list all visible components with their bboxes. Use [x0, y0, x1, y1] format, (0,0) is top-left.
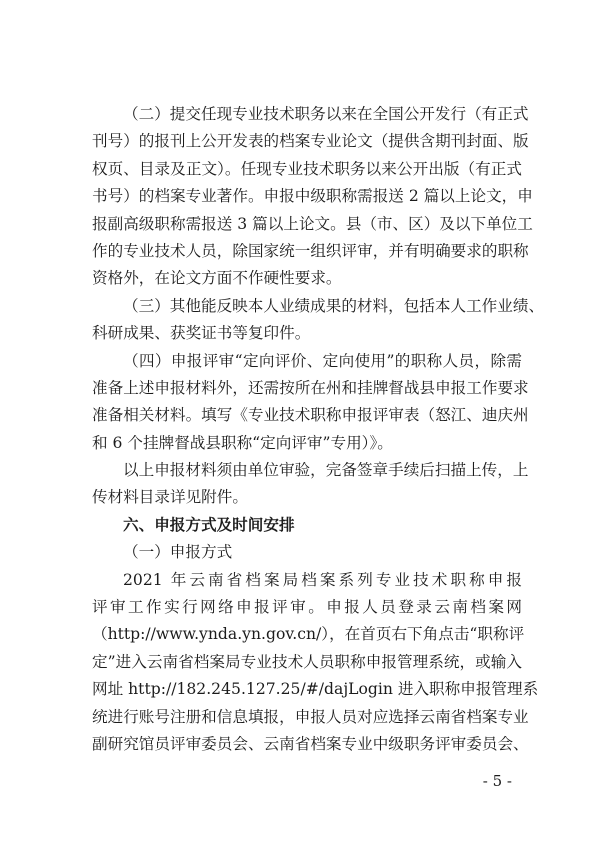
paragraph-line: 刊号）的报刊上公开发表的档案专业论文（提供含期刊封面、版	[92, 132, 529, 151]
paragraph-line: 作的专业技术人员，除国家统一组织评审，并有明确要求的职称	[92, 241, 529, 260]
paragraph-line: 传材料目录详见附件。	[92, 488, 248, 507]
paragraph-line: 权页、目录及正文）。任现专业技术职务以来公开出版（有正式	[92, 159, 522, 178]
paragraph-line: 2021 年云南省档案局档案系列专业技术职称申报	[123, 570, 522, 589]
paragraph-line: 网址 http://182.245.127.25/#/dajLogin 进入职称申报管理系	[92, 680, 539, 699]
paragraph-line: （四）申报评审“定向评价、定向使用”的职称人员，除需	[123, 351, 522, 370]
paragraph-line: 资格外，在论文方面不作硬性要求。	[92, 269, 342, 288]
paragraph-line: 准备相关材料。填写《专业技术职称申报评审表（怒江、迪庆州	[92, 406, 529, 425]
page-number: - 5 -	[482, 772, 512, 790]
paragraph-line: 以上申报材料须由单位审验，完备签章手续后扫描上传，上	[123, 461, 529, 480]
paragraph-line: 评审工作实行网络申报评审。申报人员登录云南档案网	[92, 598, 522, 617]
paragraph-line: 定”进入云南省档案局专业技术人员职称申报管理系统，或输入	[92, 652, 522, 671]
paragraph-line: （二）提交任现专业技术职务以来在全国公开发行（有正式	[123, 105, 529, 123]
paragraph-line: （三）其他能反映本人业绩成果的材料，包括本人工作业绩、	[123, 296, 545, 315]
paragraph-line: （http://www.ynda.yn.gov.cn/），在首页右下角点击“职称评	[92, 625, 525, 644]
section-heading: 六、申报方式及时间安排	[123, 515, 295, 534]
paragraph-line: 副研究馆员评审委员会、云南省档案专业中级职务评审委员会、	[92, 734, 529, 753]
paragraph-line: 和 6 个挂牌督战县职称“定向评审”专用）》。	[92, 433, 393, 452]
paragraph-line: 准备上述申报材料外，还需按所在州和挂牌督战县申报工作要求	[92, 378, 529, 397]
paragraph-line: 科研成果、获奖证书等复印件。	[92, 324, 311, 343]
subsection-heading: （一）申报方式	[123, 543, 233, 562]
body-text	[92, 101, 545, 758]
paragraph-line: 统进行账号注册和信息填报，申报人员对应选择云南省档案专业	[92, 707, 529, 726]
paragraph-line: 报副高级职称需报送 3 篇以上论文。县（市、区）及以下单位工	[92, 214, 533, 233]
paragraph-line: 书号）的档案专业著作。申报中级职称需报送 2 篇以上论文，申	[92, 187, 533, 206]
